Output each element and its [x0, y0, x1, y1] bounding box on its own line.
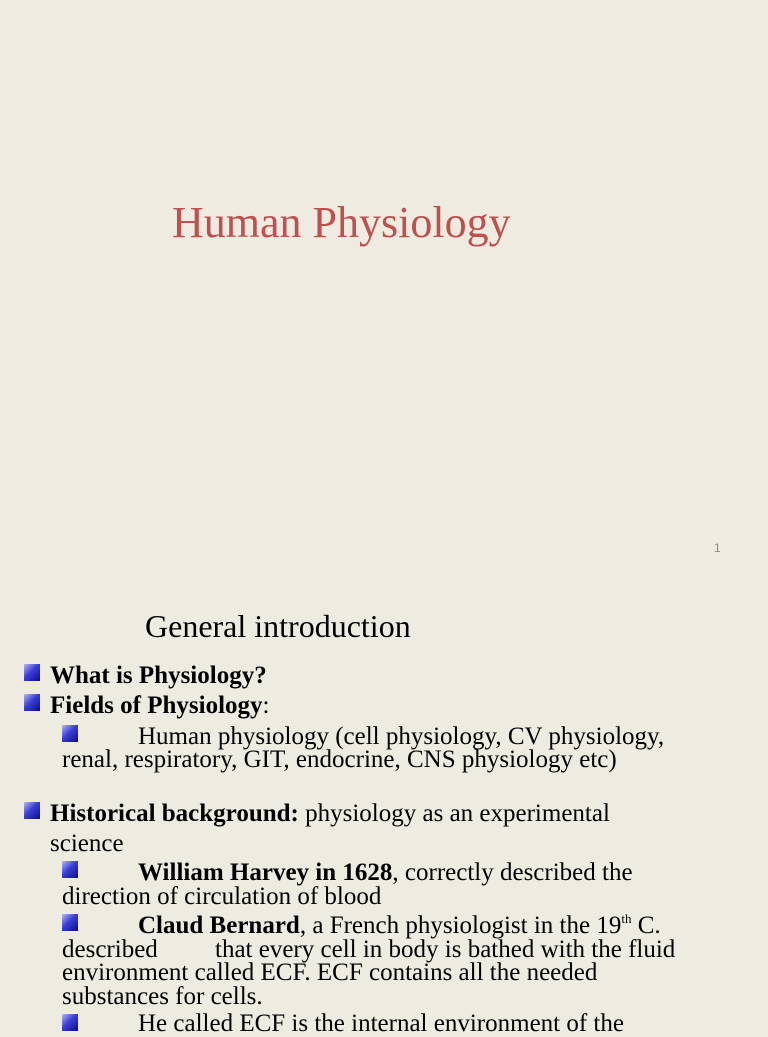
- sub-bullet-icon: [62, 861, 78, 878]
- bullet-historical-background: [50, 802, 610, 826]
- historical-rest: physiology as an experimental: [298, 800, 610, 827]
- sub-harvey-line1: [138, 861, 633, 885]
- sub-bullet-icon: [62, 1014, 78, 1031]
- sub-bernard-line2b: that every cell in body is bathed with the fluid: [215, 936, 676, 963]
- bullet-icon: [24, 802, 40, 819]
- bernard-rest: , a French physiologist in the 19: [299, 912, 622, 939]
- sub-bernard-line2a: described: [62, 936, 158, 963]
- bullet-icon: [24, 694, 40, 711]
- bullet-icon: [24, 664, 40, 681]
- historical-line2: science: [50, 830, 124, 857]
- slide-title: Human Physiology: [172, 198, 511, 247]
- sub-human-physiology-line2: renal, respiratory, GIT, endocrine, CNS physiology etc): [62, 746, 617, 773]
- bernard-end: C.: [631, 912, 661, 939]
- harvey-rest: , correctly described the: [392, 859, 633, 886]
- historical-bold: Historical background:: [50, 800, 299, 827]
- sub-bullet-icon: [62, 725, 78, 742]
- sub-ecf-partial: He called ECF is the internal environment of the: [138, 1010, 624, 1037]
- bullet-fields-of-physiology: [50, 694, 269, 718]
- sub-harvey-line2: direction of circulation of blood: [62, 883, 382, 910]
- harvey-bold: William Harvey in 1628: [138, 859, 393, 886]
- sub-bernard-line4: substances for cells.: [62, 983, 263, 1010]
- page-number: 1: [714, 541, 721, 555]
- bullet-what-is-physiology: What is Physiology?: [50, 662, 267, 689]
- section-title: General introduction: [145, 608, 411, 644]
- bernard-sup: th: [621, 911, 632, 926]
- bernard-bold: Claud Bernard: [138, 912, 300, 939]
- bullet-fields-colon: :: [262, 692, 270, 719]
- bullet-fields-bold: Fields of Physiology: [50, 692, 263, 719]
- sub-human-physiology-line1: Human physiology (cell physiology, CV physiology,: [138, 723, 665, 750]
- sub-bernard-line3: environment called ECF. ECF contains all the needed: [62, 959, 598, 986]
- sub-bernard-line1: [138, 911, 661, 939]
- sub-bullet-icon: [62, 914, 78, 931]
